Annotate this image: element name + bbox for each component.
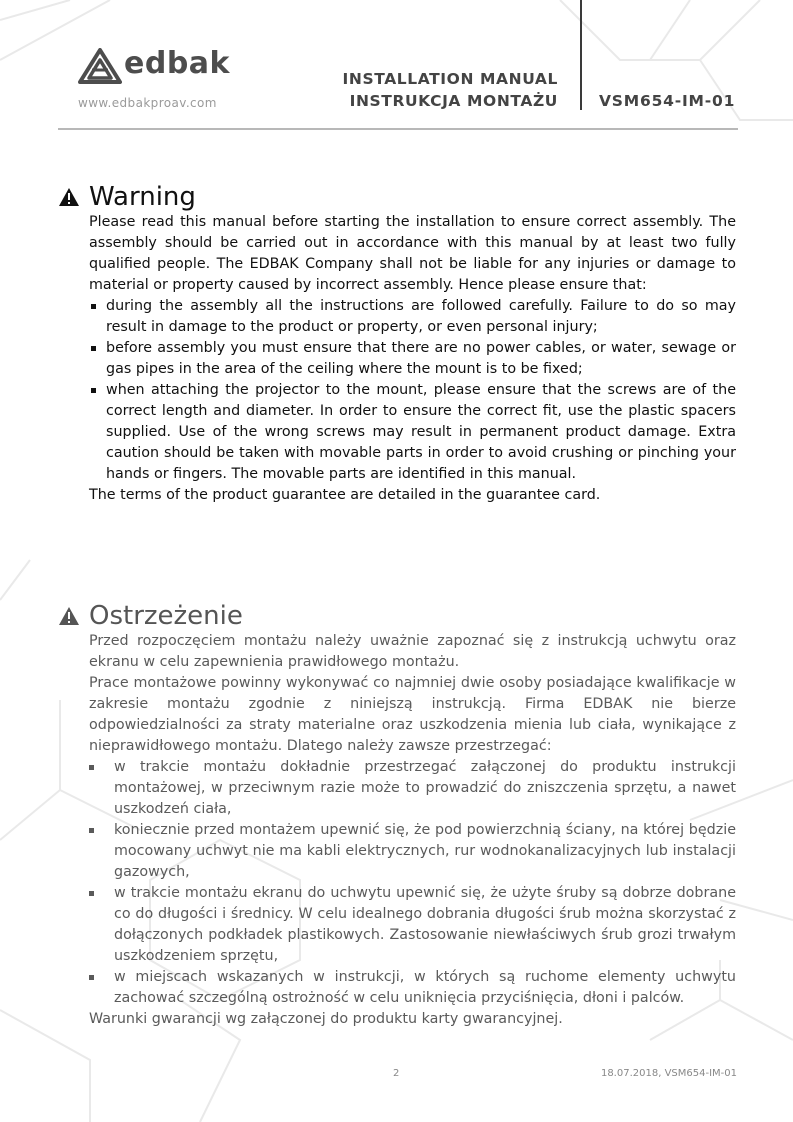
brand-name: edbak: [124, 46, 230, 81]
warning-triangle-icon: [58, 606, 80, 626]
edbak-logo: [78, 46, 238, 86]
warning-heading-en: [58, 182, 196, 212]
warning-para2-pl: Prace montażowe powinny wykonywać co najmniej dwie osoby posiadające kwalifikacje w zakresie montażu zgodnie z niniejszą instrukcją. Firma EDBAK nie bierze odpowiedzialności za straty materialne oraz uszkodzenia mienia lub ciała, wynikające z nieprawidłowego montażu. Dlatego należy zawsze przestrzegać:: [89, 675, 736, 754]
warning-para1-pl: Przed rozpoczęciem montażu należy uważnie zapoznać się z instrukcją uchwytu oraz ekranu w celu zapewnienia prawidłowego montażu.: [89, 633, 736, 670]
page-number: 2: [393, 1068, 400, 1079]
list-item: w trakcie montażu dokładnie przestrzegać załączonej do produktu instrukcji montażowej, w przeciwnym razie może to prowadzić do zniszczenia sprzętu, a nawet uszkodzeń ciała,: [89, 757, 736, 820]
website-url: www.edbakproav.com: [78, 96, 217, 110]
document-code: VSM654-IM-01: [599, 92, 736, 110]
list-item: before assembly you must ensure that there are no power cables, or water, sewage or gas pipes in the area of the ceiling where the mount is to be fixed;: [89, 338, 736, 380]
warning-triangle-icon: [58, 187, 80, 207]
edbak-logo-icon: [78, 48, 122, 84]
list-item: w miejscach wskazanych w instrukcji, w których są ruchome elementy uchwytu zachować szczególną ostrożność w celu uniknięcia przyciśnięcia, dłoni i palców.: [89, 967, 736, 1009]
warning-heading-pl: [58, 601, 243, 631]
manual-title-en: INSTALLATION MANUAL: [342, 70, 558, 88]
warning-list-en: [89, 296, 736, 485]
warning-outro-en: The terms of the product guarantee are detailed in the guarantee card.: [89, 487, 601, 503]
list-item: when attaching the projector to the mount, please ensure that the screws are of the correct length and diameter. In order to ensure the correct fit, use the plastic spacers supplied. Use of the wrong screws may result in permanent product damage. Extra caution should be taken with movable parts in order to avoid crushing or pinching your hands or fingers. The movable parts are identified in this manual.: [89, 380, 736, 485]
warning-outro-pl: Warunki gwarancji wg załączonej do produktu karty gwarancyjnej.: [89, 1011, 563, 1027]
warning-title-en: Warning: [89, 182, 196, 212]
manual-title-pl: INSTRUKCJA MONTAŻU: [349, 92, 558, 110]
list-item: during the assembly all the instructions are followed carefully. Failure to do so may result in damage to the product or property, or even personal injury;: [89, 296, 736, 338]
warning-body-pl: [89, 631, 736, 1030]
list-item: w trakcie montażu ekranu do uchwytu upewnić się, że użyte śruby są dobrze dobrane co do długości i średnicy. W celu idealnego dobrania długości śrub można skorzystać z dołączonych podkładek plastikowych. Zastosowanie niewłaściwych śrub grozi trwałym uszkodzeniem sprzętu,: [89, 883, 736, 967]
warning-title-pl: Ostrzeżenie: [89, 601, 243, 631]
warning-intro-en: Please read this manual before starting the installation to ensure correct assembly. The assembly should be carried out in accordance with this manual by at least two fully qualified people. The EDBAK Company shall not be liable for any injuries or damage to material or property caused by incorrect assembly. Hence please ensure that:: [89, 214, 736, 293]
warning-list-pl: [89, 757, 736, 1009]
header-rule: [58, 128, 738, 130]
warning-body-en: [89, 212, 736, 506]
footer-date-code: 18.07.2018, VSM654-IM-01: [600, 1068, 737, 1079]
list-item: koniecznie przed montażem upewnić się, że pod powierzchnią ściany, na której będzie mocowany uchwyt nie ma kabli elektrycznych, rur wodnokanalizacyjnych lub instalacji gazowych,: [89, 820, 736, 883]
header-divider: [580, 0, 582, 110]
